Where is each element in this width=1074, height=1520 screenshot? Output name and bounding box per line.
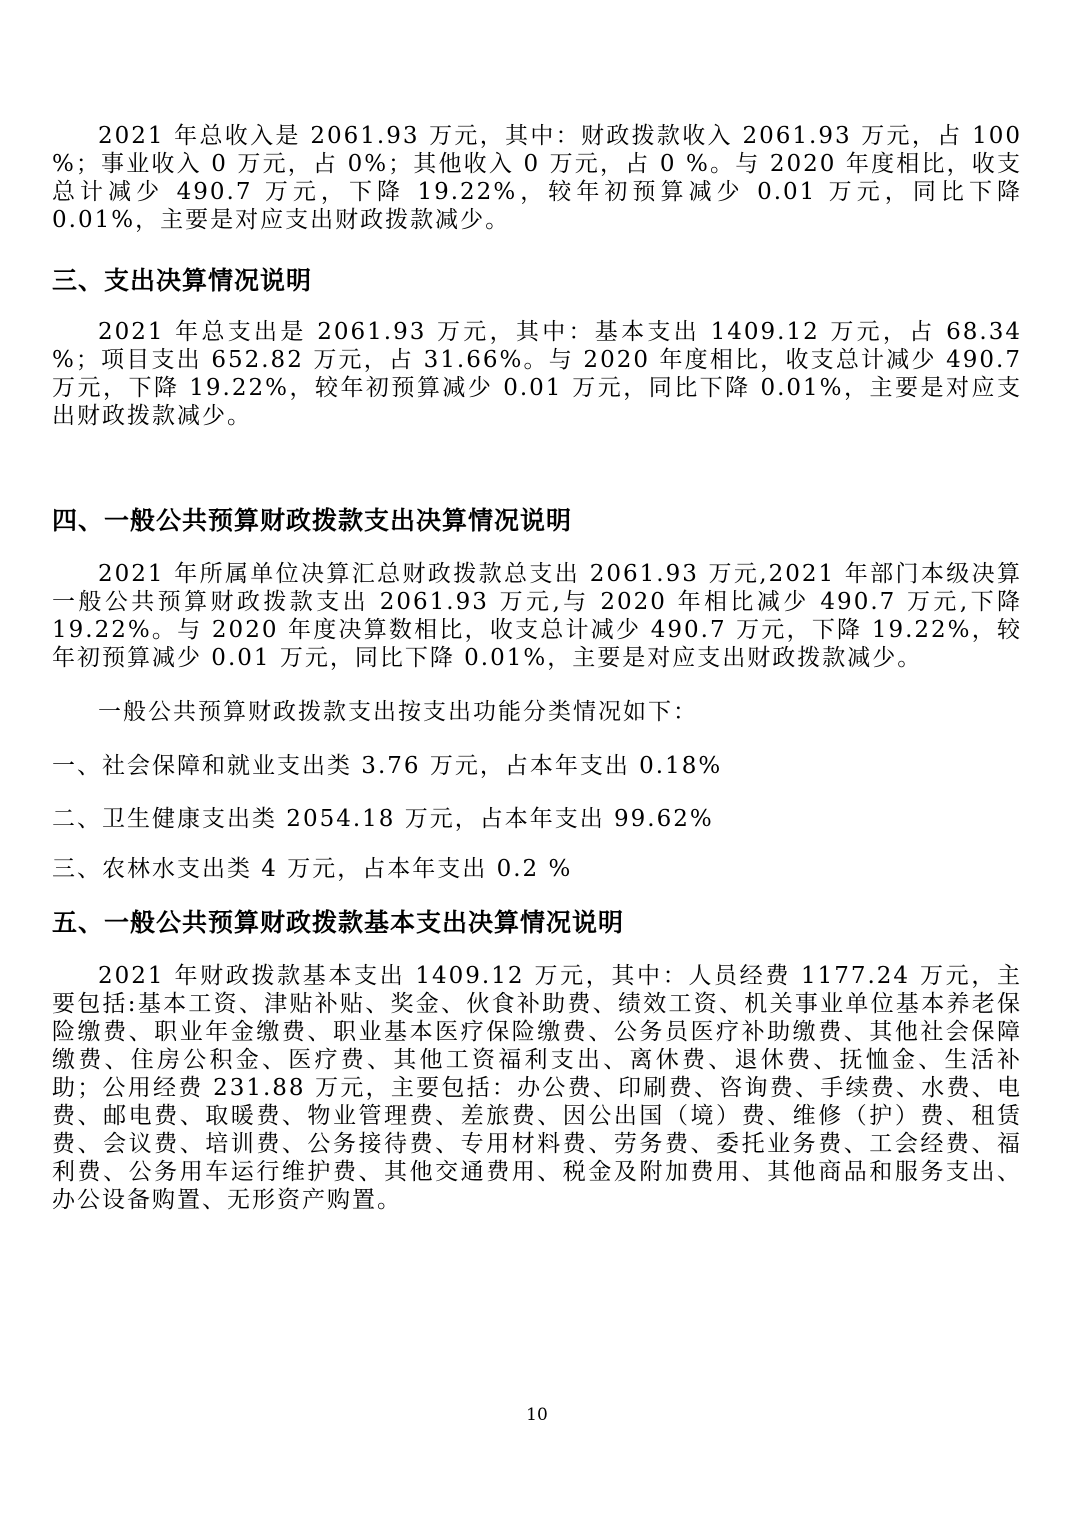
heading-section-three-expenditure: 三、支出决算情况说明 [52, 266, 313, 295]
paragraph-total-income: 2021 年总收入是 2061.93 万元，其中：财政拨款收入 2061.93 万元，占 100 %；事业收入 0 万元，占 0%；其他收入 0 万元，占 0 %。与 2020 年度相比，收支总计减少 490.7 万元，下降 19.22%，较年初预算减少 0.01 万元，同比下降 0.01%，主要是对应支出财政拨款减少。 [52, 123, 1022, 233]
page-number: 10 [526, 1405, 548, 1425]
list-item-social-security-employment: 一、社会保障和就业支出类 3.76 万元，占本年支出 0.18% [52, 753, 723, 779]
paragraph-fiscal-appropriation-expenditure: 2021 年所属单位决算汇总财政拨款总支出 2061.93 万元,2021 年部门本级决算一般公共预算财政拨款支出 2061.93 万元,与 2020 年相比减少 490.7 万元,下降 19.22%。与 2020 年度决算数相比，收支总计减少 490.7 万元，下降 19.22%，较年初预算减少 0.01 万元，同比下降 0.01%，主要是对应支出财政拨款减少。 [52, 561, 1022, 671]
list-item-health: 二、卫生健康支出类 2054.18 万元，占本年支出 99.62% [52, 806, 714, 832]
paragraph-function-classification-intro: 一般公共预算财政拨款支出按支出功能分类情况如下： [98, 699, 698, 725]
document-content [52, 122, 1022, 1214]
heading-section-four-fiscal-expenditure: 四、一般公共预算财政拨款支出决算情况说明 [52, 506, 573, 535]
list-item-agriculture-forestry-water: 三、农林水支出类 4 万元，占本年支出 0.2 % [52, 856, 573, 882]
paragraph-total-expenditure: 2021 年总支出是 2061.93 万元，其中：基本支出 1409.12 万元，占 68.34 %；项目支出 652.82 万元，占 31.66%。与 2020 年度相比，收支总计减少 490.7 万元，下降 19.22%，较年初预算减少 0.01 万元，同比下降 0.01%，主要是对应支出财政拨款减少。 [52, 319, 1022, 429]
heading-section-five-basic-expenditure: 五、一般公共预算财政拨款基本支出决算情况说明 [52, 908, 625, 937]
paragraph-basic-expenditure-detail: 2021 年财政拨款基本支出 1409.12 万元，其中：人员经费 1177.24 万元，主要包括:基本工资、津贴补贴、奖金、伙食补助费、绩效工资、机关事业单位基本养老保险缴费、职业年金缴费、职业基本医疗保险缴费、公务员医疗补助缴费、其他社会保障缴费、住房公积金、医疗费、其他工资福利支出、离休费、退休费、抚恤金、生活补助；公用经费 231.88 万元，主要包括：办公费、印刷费、咨询费、手续费、水费、电费、邮电费、取暖费、物业管理费、差旅费、因公出国（境）费、维修（护）费、租赁费、会议费、培训费、公务接待费、专用材料费、劳务费、委托业务费、工会经费、福利费、公务用车运行维护费、其他交通费用、税金及附加费用、其他商品和服务支出、办公设备购置、无形资产购置。 [52, 963, 1022, 1213]
